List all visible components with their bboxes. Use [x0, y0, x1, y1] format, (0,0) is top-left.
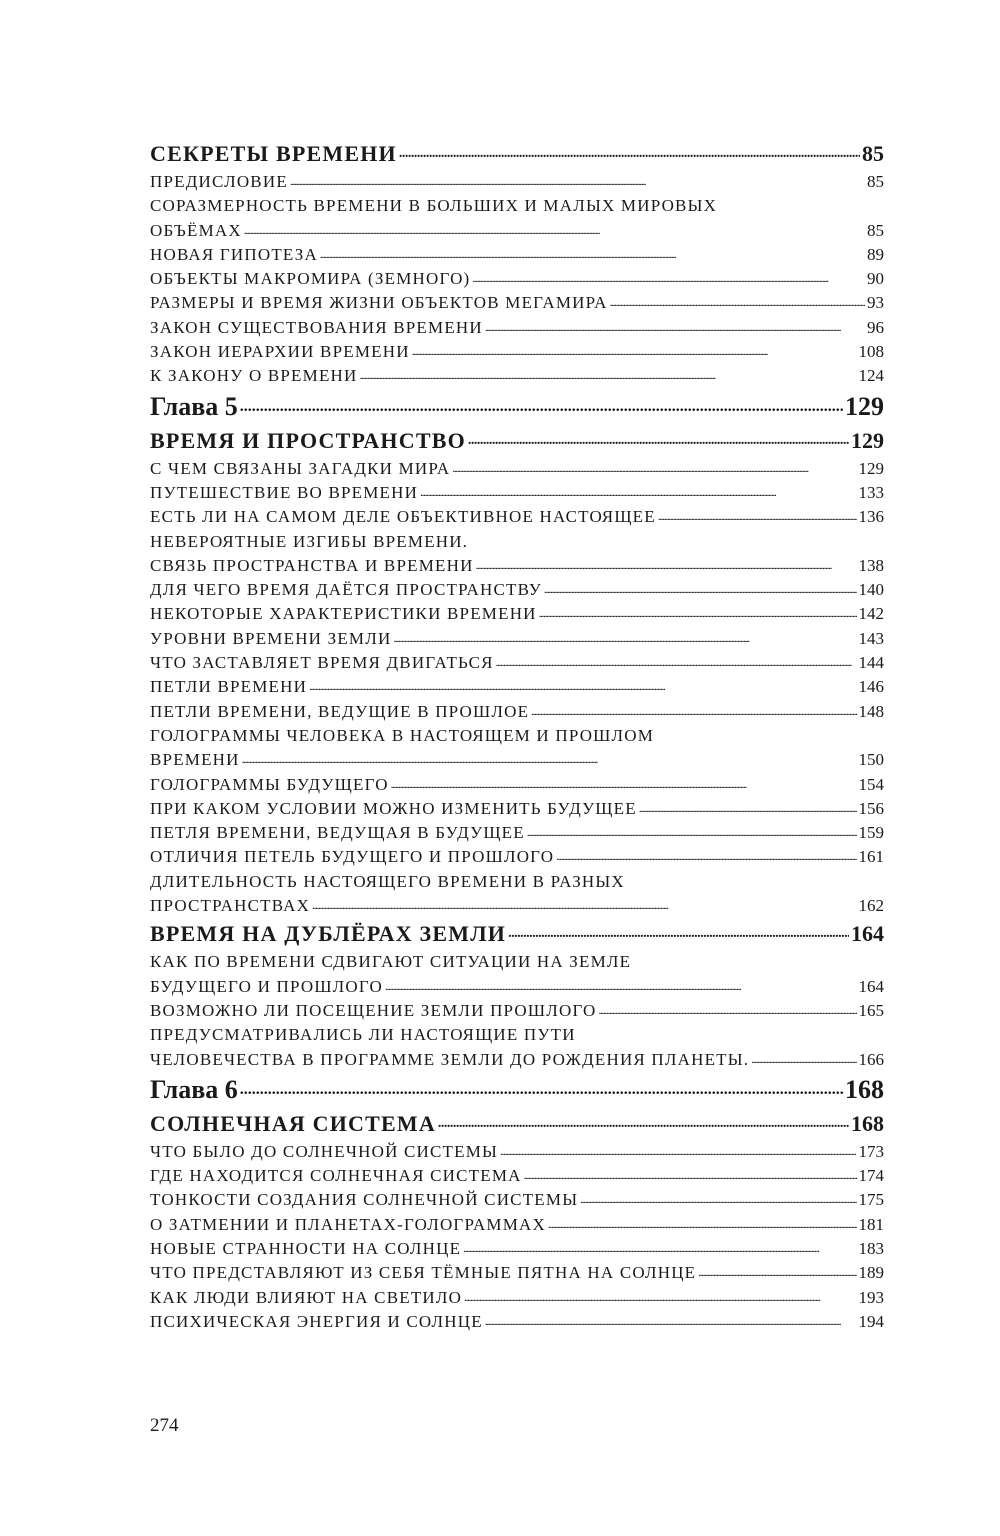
toc-entry [150, 457, 884, 481]
toc-page-number: 183 [858, 1238, 884, 1258]
toc-entry [150, 267, 884, 291]
dot-leader [438, 1104, 849, 1140]
toc-page-number: 161 [858, 847, 884, 867]
toc-entry-title: ЧТО ПРЕДСТАВЛЯЮТ ИЗ СЕБЯ ТЁМНЫЕ ПЯТНА НА СОЛНЦЕ [150, 1263, 697, 1283]
toc-entry [150, 845, 884, 869]
dot-leader [463, 1235, 856, 1261]
dot-leader [290, 168, 865, 194]
dot-leader [639, 795, 857, 821]
dot-leader [580, 1186, 856, 1212]
toc-entry-title: ЧЕЛОВЕЧЕСТВА В ПРОГРАММЕ ЗЕМЛИ ДО РОЖДЕНИЯ ПЛАНЕТЫ. [150, 1049, 750, 1069]
section-heading [150, 425, 884, 457]
dot-leader [548, 1211, 856, 1237]
toc-page-number: 156 [858, 798, 884, 818]
toc-entry [150, 340, 884, 364]
toc-page-number: 129 [858, 458, 884, 478]
toc-page-number: 194 [858, 1311, 884, 1331]
chapter-heading [150, 1072, 884, 1108]
toc-entry [150, 700, 884, 724]
toc-entry [150, 797, 884, 821]
dot-leader [240, 1068, 843, 1108]
toc-entry-title: ПРОСТРАНСТВАХ [150, 896, 311, 916]
toc-entry-title: ДЛЯ ЧЕГО ВРЕМЯ ДАЁТСЯ ПРОСТРАНСТВУ [150, 580, 543, 600]
toc-entry [150, 554, 884, 578]
toc-entry-first-line: КАК ПО ВРЕМЕНИ СДВИГАЮТ СИТУАЦИИ НА ЗЕМЛЕ [150, 952, 632, 972]
toc-entry-first-line: НЕВЕРОЯТНЫЕ ИЗГИБЫ ВРЕМЕНИ. [150, 531, 469, 551]
toc-entry [150, 1188, 884, 1212]
dot-leader [544, 576, 856, 602]
toc-page-number: 143 [858, 628, 884, 648]
toc-entry [150, 999, 884, 1023]
section-heading [150, 1108, 884, 1140]
page-number: 274 [150, 1415, 179, 1436]
toc-entry-title: ЕСТЬ ЛИ НА САМОМ ДЕЛЕ ОБЪЕКТИВНОЕ НАСТОЯЩЕЕ [150, 507, 656, 527]
toc-entry-title: ЧТО ЗАСТАВЛЯЕТ ВРЕМЯ ДВИГАТЬСЯ [150, 653, 494, 673]
toc-entry-title: Глава 5 [150, 391, 238, 421]
toc-entry-title: О ЗАТМЕНИИ И ПЛАНЕТАХ-ГОЛОГРАММАХ [150, 1214, 547, 1234]
toc-entry-title: ЧТО БЫЛО ДО СОЛНЕЧНОЙ СИСТЕМЫ [150, 1141, 499, 1161]
toc-page-number: 175 [858, 1190, 884, 1210]
toc-entry [150, 748, 884, 772]
toc-entry-title: СОЛНЕЧНАЯ СИСТЕМА [150, 1110, 436, 1136]
dot-leader [240, 385, 843, 425]
toc-entry [150, 1237, 884, 1261]
dot-leader [476, 552, 857, 578]
toc-page-number: 138 [858, 555, 884, 575]
toc-entry-title: ПУТЕШЕСТВИЕ ВО ВРЕМЕНИ [150, 482, 419, 502]
dot-leader [500, 1138, 856, 1164]
dot-leader [658, 503, 857, 529]
toc-entry [150, 481, 884, 505]
toc-entry-title: ВОЗМОЖНО ЛИ ПОСЕЩЕНИЕ ЗЕМЛИ ПРОШЛОГО [150, 1000, 597, 1020]
section-heading [150, 138, 884, 170]
toc-page-number: 144 [858, 653, 884, 673]
toc-entry [150, 1213, 884, 1237]
toc-entry-title: ВРЕМЯ И ПРОСТРАНСТВО [150, 427, 466, 453]
toc-page-number: 93 [867, 293, 884, 313]
toc-page-number: 164 [858, 976, 884, 996]
table-of-contents [150, 138, 884, 1334]
toc-entry [150, 773, 884, 797]
toc-entry-title: ПСИХИЧЕСКАЯ ЭНЕРГИЯ И СОЛНЦЕ [150, 1311, 483, 1331]
toc-page-number: 193 [858, 1287, 884, 1307]
dot-leader [468, 421, 849, 457]
toc-entry [150, 316, 884, 340]
toc-entry-title: БУДУЩЕГО И ПРОШЛОГО [150, 976, 383, 996]
dot-leader [496, 649, 857, 675]
dot-leader [556, 843, 856, 869]
dot-leader [393, 625, 856, 651]
toc-page-number: 148 [858, 701, 884, 721]
toc-entry [150, 1261, 884, 1285]
toc-entry-title: С ЧЕМ СВЯЗАНЫ ЗАГАДКИ МИРА [150, 458, 451, 478]
toc-page-number: 168 [845, 1074, 884, 1104]
toc-entry-title: ГДЕ НАХОДИТСЯ СОЛНЕЧНАЯ СИСТЕМА [150, 1166, 522, 1186]
toc-page-number: 142 [858, 604, 884, 624]
toc-entry [150, 1164, 884, 1188]
toc-page-number: 165 [858, 1000, 884, 1020]
toc-entry-first-line: СОРАЗМЕРНОСТЬ ВРЕМЕНИ В БОЛЬШИХ И МАЛЫХ МИРОВЫХ [150, 196, 718, 216]
toc-entry-title: ПЕТЛИ ВРЕМЕНИ [150, 677, 308, 697]
toc-page-number: 189 [858, 1263, 884, 1283]
toc-page-number: 174 [858, 1166, 884, 1186]
toc-entry-title: К ЗАКОНУ О ВРЕМЕНИ [150, 366, 358, 386]
toc-page-number: 133 [858, 482, 884, 502]
toc-entry [150, 243, 884, 267]
toc-entry-title: Глава 6 [150, 1074, 238, 1104]
chapter-heading [150, 389, 884, 425]
section-heading [150, 918, 884, 950]
toc-page-number: 124 [858, 366, 884, 386]
toc-entry [150, 1310, 884, 1334]
toc-entry [150, 1140, 884, 1164]
toc-entry-first-line: ПРЕДУСМАТРИВАЛИСЬ ЛИ НАСТОЯЩИЕ ПУТИ [150, 1025, 576, 1045]
toc-entry [150, 219, 884, 243]
toc-entry-title: ТОНКОСТИ СОЗДАНИЯ СОЛНЕЧНОЙ СИСТЕМЫ [150, 1190, 579, 1210]
toc-page-number: 150 [858, 750, 884, 770]
dot-leader [244, 217, 865, 243]
toc-entry-title: УРОВНИ ВРЕМЕНИ ЗЕМЛИ [150, 628, 392, 648]
dot-leader [539, 600, 857, 626]
toc-entry-title: НОВАЯ ГИПОТЕЗА [150, 244, 318, 264]
toc-page-number: 159 [858, 823, 884, 843]
dot-leader [242, 746, 857, 772]
toc-entry-title: ПЕТЛЯ ВРЕМЕНИ, ВЕДУЩАЯ В БУДУЩЕЕ [150, 823, 525, 843]
toc-page-number: 164 [851, 921, 884, 947]
dot-leader [391, 771, 857, 797]
toc-page-number: 140 [858, 580, 884, 600]
toc-entry-first-line: ДЛИТЕЛЬНОСТЬ НАСТОЯЩЕГО ВРЕМЕНИ В РАЗНЫХ [150, 871, 625, 891]
dot-leader [420, 479, 856, 505]
dot-leader [524, 1162, 857, 1188]
toc-entry-title: ПРИ КАКОМ УСЛОВИИ МОЖНО ИЗМЕНИТЬ БУДУЩЕЕ [150, 798, 637, 818]
dot-leader [472, 265, 865, 291]
dot-leader [309, 673, 856, 699]
toc-entry-title: ОТЛИЧИЯ ПЕТЕЛЬ БУДУЩЕГО И ПРОШЛОГО [150, 847, 555, 867]
toc-page-number: 146 [858, 677, 884, 697]
dot-leader [485, 314, 865, 340]
toc-entry-title: ЗАКОН СУЩЕСТВОВАНИЯ ВРЕМЕНИ [150, 317, 483, 337]
toc-entry-title: РАЗМЕРЫ И ВРЕМЯ ЖИЗНИ ОБЪЕКТОВ МЕГАМИРА [150, 293, 608, 313]
toc-entry-title: КАК ЛЮДИ ВЛИЯЮТ НА СВЕТИЛО [150, 1287, 463, 1307]
toc-entry-title: СЕКРЕТЫ ВРЕМЕНИ [150, 141, 397, 166]
toc-entry [150, 291, 884, 315]
toc-page-number: 108 [858, 342, 884, 362]
toc-page-number: 173 [858, 1141, 884, 1161]
dot-leader [485, 1308, 857, 1334]
toc-entry-title: ВРЕМЯ НА ДУБЛЁРАХ ЗЕМЛИ [150, 921, 507, 947]
toc-entry [150, 578, 884, 602]
dot-leader [412, 338, 857, 364]
toc-page-number: 129 [845, 391, 884, 421]
toc-entry-title: СВЯЗЬ ПРОСТРАНСТВА И ВРЕМЕНИ [150, 555, 474, 575]
toc-entry-title: НОВЫЕ СТРАННОСТИ НА СОЛНЦЕ [150, 1238, 462, 1258]
toc-entry-title: ОБЪЕКТЫ МАКРОМИРА (ЗЕМНОГО) [150, 269, 471, 289]
dot-leader [452, 455, 856, 481]
toc-entry-title: ВРЕМЕНИ [150, 750, 240, 770]
dot-leader [399, 134, 860, 170]
toc-page-number: 85 [867, 220, 884, 240]
toc-entry [150, 1286, 884, 1310]
toc-entry-first-line: ГОЛОГРАММЫ ЧЕЛОВЕКА В НАСТОЯЩЕМ И ПРОШЛОМ [150, 725, 655, 745]
toc-page-number: 90 [867, 269, 884, 289]
toc-entry [150, 602, 884, 626]
dot-leader [698, 1259, 856, 1285]
toc-page-number: 166 [858, 1049, 884, 1069]
toc-page-number: 136 [858, 507, 884, 527]
toc-page-number: 154 [858, 774, 884, 794]
toc-entry-title: ЗАКОН ИЕРАРХИИ ВРЕМЕНИ [150, 342, 410, 362]
toc-entry [150, 651, 884, 675]
toc-page-number: 85 [862, 141, 884, 166]
toc-entry-title: ГОЛОГРАММЫ БУДУЩЕГО [150, 774, 389, 794]
toc-entry [150, 627, 884, 651]
toc-entry [150, 821, 884, 845]
toc-page-number: 181 [858, 1214, 884, 1234]
toc-entry-title: ОБЪЁМАХ [150, 220, 242, 240]
toc-entry-title: НЕКОТОРЫЕ ХАРАКТЕРИСТИКИ ВРЕМЕНИ [150, 604, 537, 624]
dot-leader [320, 241, 865, 267]
toc-page-number: 96 [867, 317, 884, 337]
toc-entry [150, 975, 884, 999]
dot-leader [464, 1284, 856, 1310]
dot-leader [599, 997, 857, 1023]
dot-leader [531, 698, 856, 724]
dot-leader [508, 914, 849, 950]
toc-page-number: 162 [858, 896, 884, 916]
toc-entry [150, 170, 884, 194]
dot-leader [610, 289, 865, 315]
dot-leader [527, 819, 857, 845]
toc-entry [150, 675, 884, 699]
toc-page-number: 89 [867, 244, 884, 264]
toc-entry-title: ПЕТЛИ ВРЕМЕНИ, ВЕДУЩИЕ В ПРОШЛОЕ [150, 701, 530, 721]
dot-leader [385, 973, 857, 999]
toc-entry-title: ПРЕДИСЛОВИЕ [150, 172, 288, 191]
toc-page-number: 85 [867, 172, 884, 191]
toc-page-number: 168 [851, 1110, 884, 1136]
toc-page-number: 129 [851, 427, 884, 453]
toc-entry [150, 505, 884, 529]
